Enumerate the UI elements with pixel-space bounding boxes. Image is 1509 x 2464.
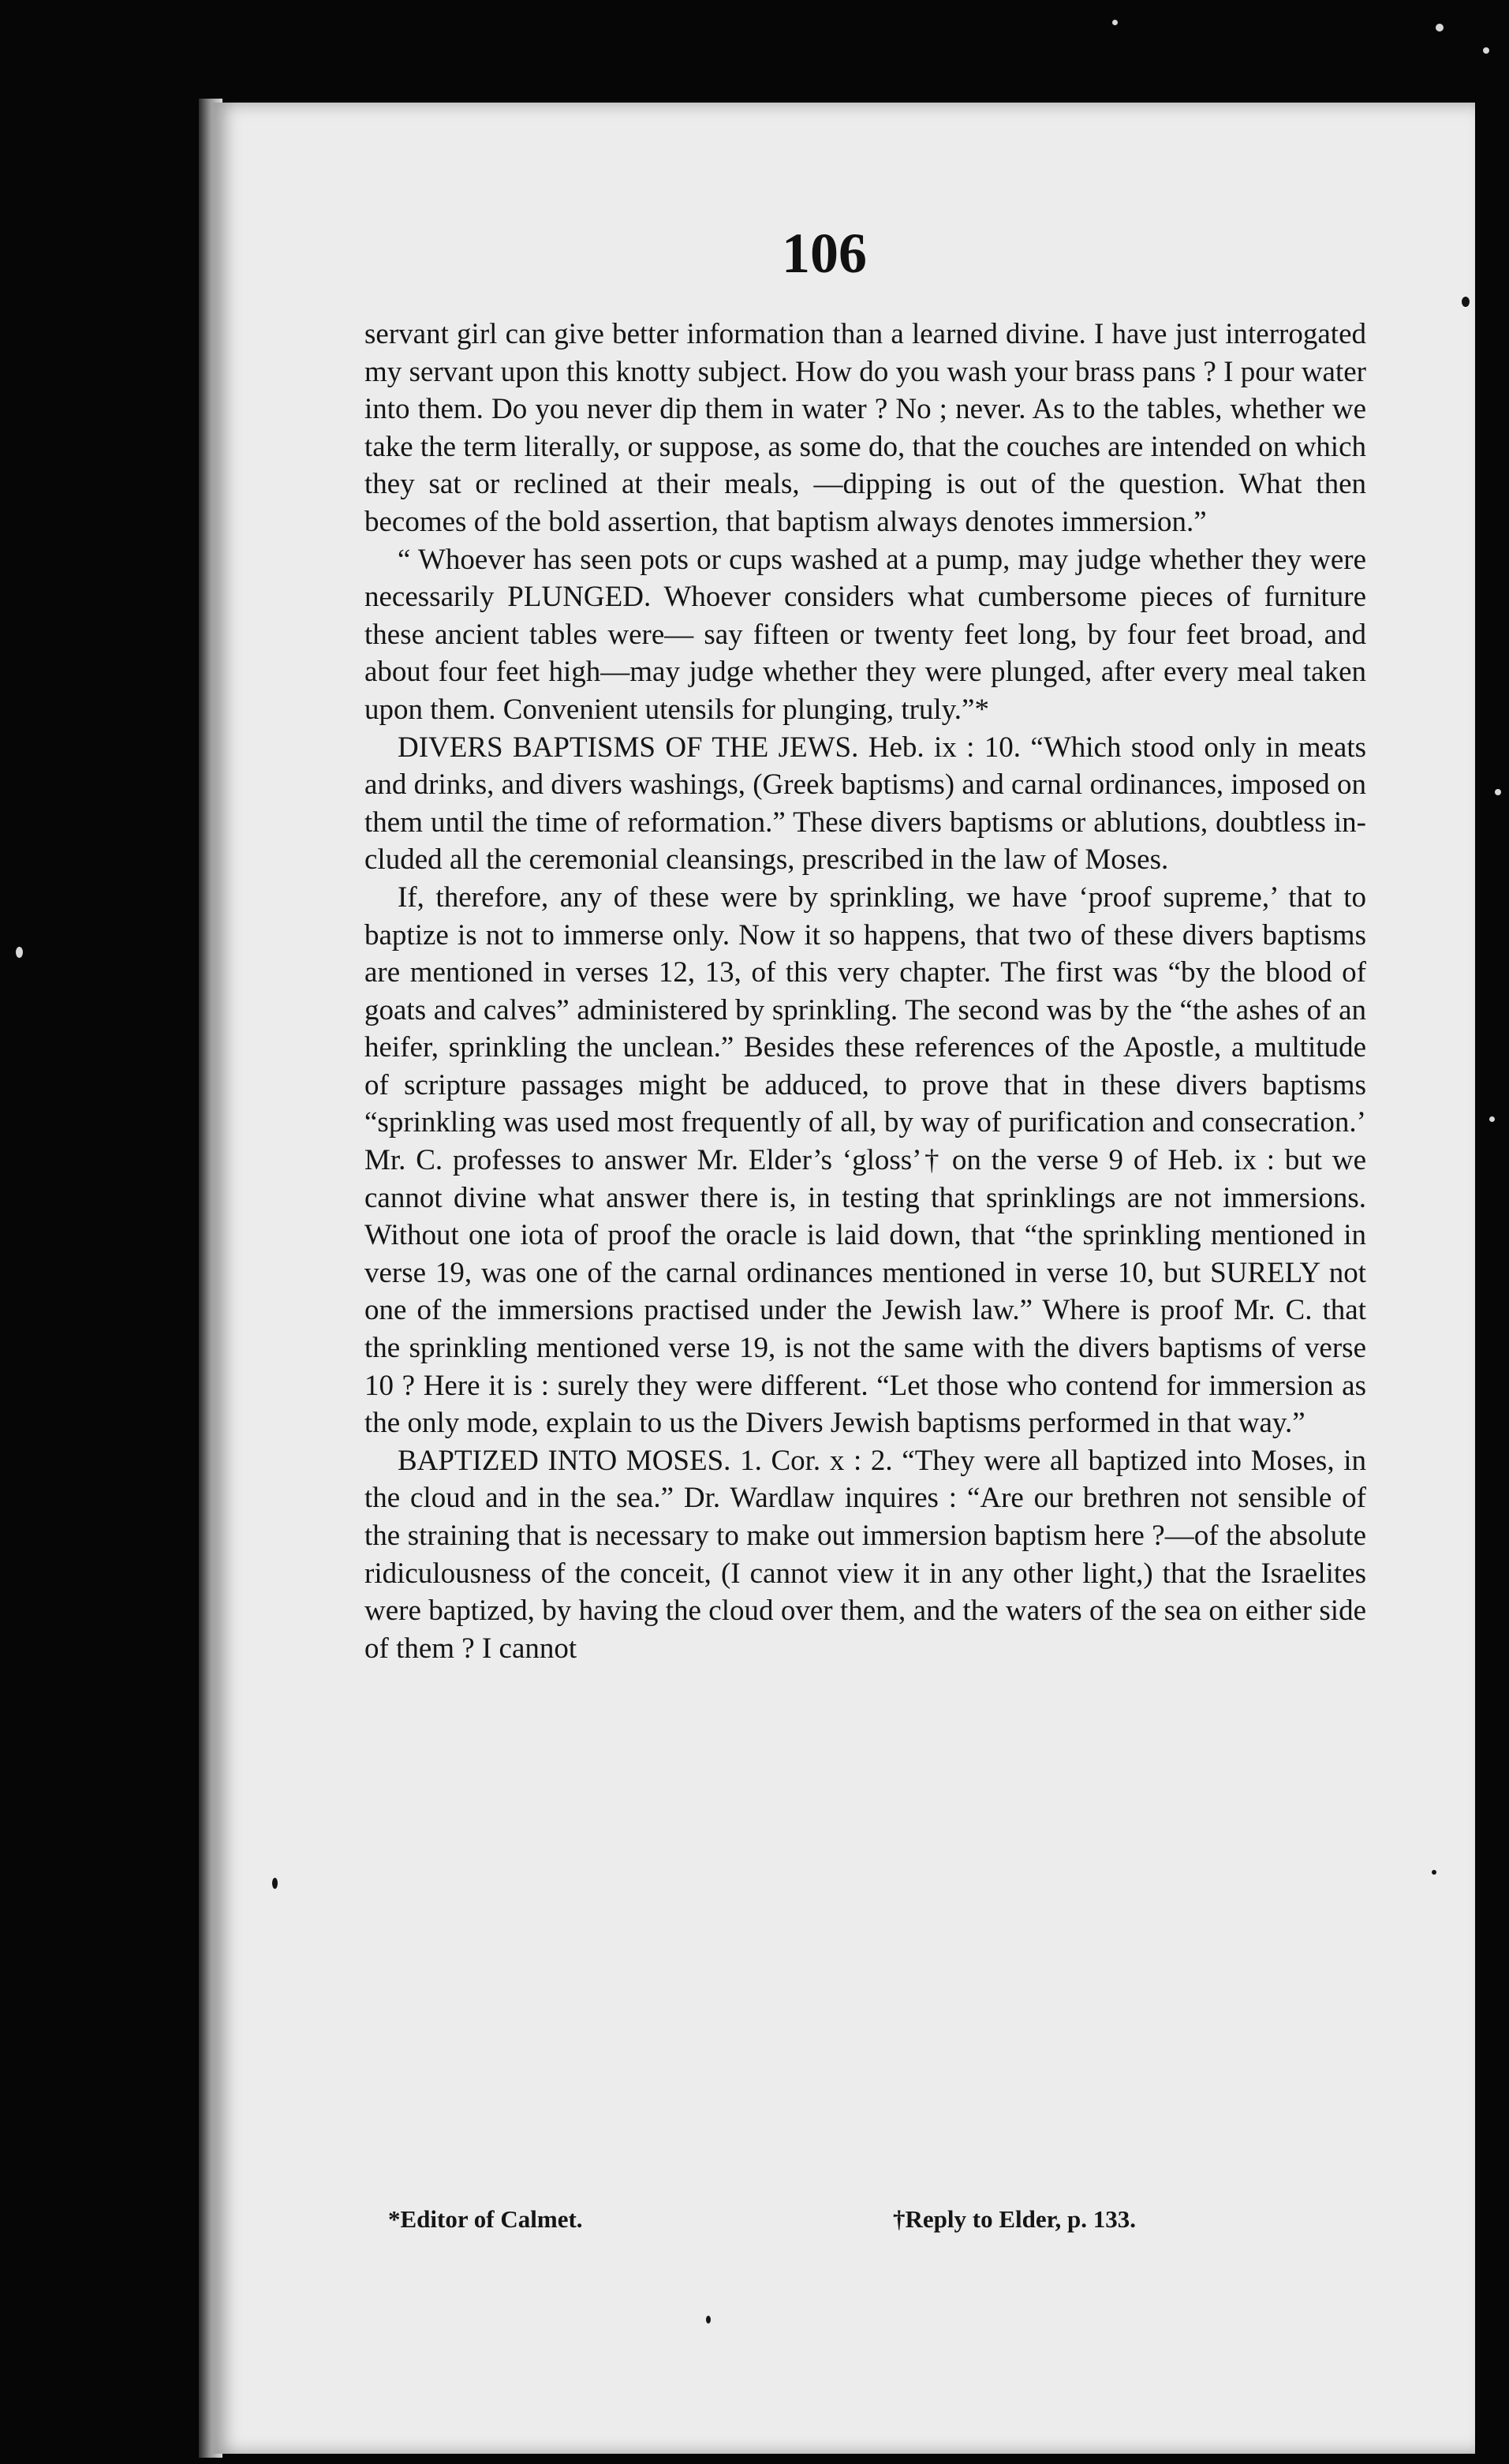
- page-number: [213, 221, 1475, 286]
- paragraph-4: If, therefore, any of these were by sprinkling, we have ‘proof supreme,’ that to baptize is not to immerse only. Now it so happens, that two of these divers baptisms are mentioned in verses 12, 13, of this very chapter. The first was “by the blood of goats and calves” administered by sprinkling. The second was by the “the ashes of an heifer, sprinkling the unclean.” Besides these references of the Apostle, a multitude of scripture passages might be adduced, to prove that in these divers baptisms “sprinkling was used most frequently of all, by way of purification and consecration.’ Mr. C. professes to answer Mr. Elder’s ‘gloss’† on the verse 9 of Heb. ix : but we cannot divine what answer there is, in testing that sprinklings are not immersions. Without one iota of proof the oracle is laid down, that “the sprinkling mentioned in verse 19, was one of the carnal ordinances mentioned in verse 10, but SURELY not one of the immersions practised under the Jewish law.” Where is proof Mr. C. that the sprinkling mentioned verse 19, is not the same with the divers baptisms of verse 10 ? Here it is : surely they were different. “Let those who contend for immersion as the only mode, explain to us the Divers Jewish baptisms performed in that way.”: [364, 881, 1366, 1440]
- dust-speck: [1495, 789, 1501, 795]
- dust-speck: [16, 947, 23, 958]
- dust-speck: [1489, 1116, 1495, 1122]
- ink-mark: [706, 2316, 711, 2324]
- book-page: [213, 103, 1475, 2454]
- dust-speck: [1483, 47, 1489, 54]
- footnote-reply: †Reply to Elder, p. 133.: [893, 2205, 1137, 2233]
- paragraph-3: DIVERS BAPTISMS OF THE JEWS. Heb. ix : 10. “Which stood only in meats and drinks, and divers washings, (Greek baptisms) and carnal ordinances, imposed on them until the time of reformation.” These divers baptisms or ablutions, doubtless included all the ceremonial cleansings, prescribed in the law of Moses.: [364, 731, 1367, 877]
- ink-mark: [1432, 1870, 1436, 1875]
- paragraph-1: servant girl can give better information than a learned divine. I have just interrogated my servant upon this knotty subject. How do you wash your brass pans ? I pour water into them. Do you never dip them in water ? No ; never. As to the tables, whether we take the term literally, or suppose, as some do, that the couches are intended on which they sat or reclined at their meals, —dipping is out of the question. What then becomes of the bold assertion, that baptism always denotes immersion.”: [364, 318, 1366, 538]
- ink-mark: [272, 1878, 278, 1889]
- dust-speck: [1112, 20, 1118, 25]
- body-text: [364, 316, 1366, 1667]
- paragraph-2: “ Whoever has seen pots or cups washed at a pump, may judge whether they were necessarily PLUNGED. Whoever considers what cumbersome pieces of furniture these ancient tables were— say fifteen or twenty feet long, by four feet broad, and about four feet high—may judge whether they were plunged, after every meal taken upon them. Convenient utensils for plunging, truly.”*: [364, 543, 1366, 726]
- footnote-editor: *Editor of Calmet.: [388, 2205, 583, 2233]
- page-number-text: 106: [782, 222, 867, 285]
- ink-mark: [1462, 297, 1470, 307]
- paragraph-5: BAPTIZED INTO MOSES. 1. Cor. x : 2. “They were all baptized into Moses, in the cloud and in the sea.” Dr. Wardlaw inquires : “Are our brethren not sensible of the straining that is necessary to make out immersion baptism here ?—of the absolute ridiculousness of the conceit, (I cannot view it in any other light,) that the Israelites were baptized, by having the cloud over them, and the waters of the sea on either side of them ? I cannot: [364, 1444, 1366, 1665]
- dust-speck: [1436, 24, 1444, 32]
